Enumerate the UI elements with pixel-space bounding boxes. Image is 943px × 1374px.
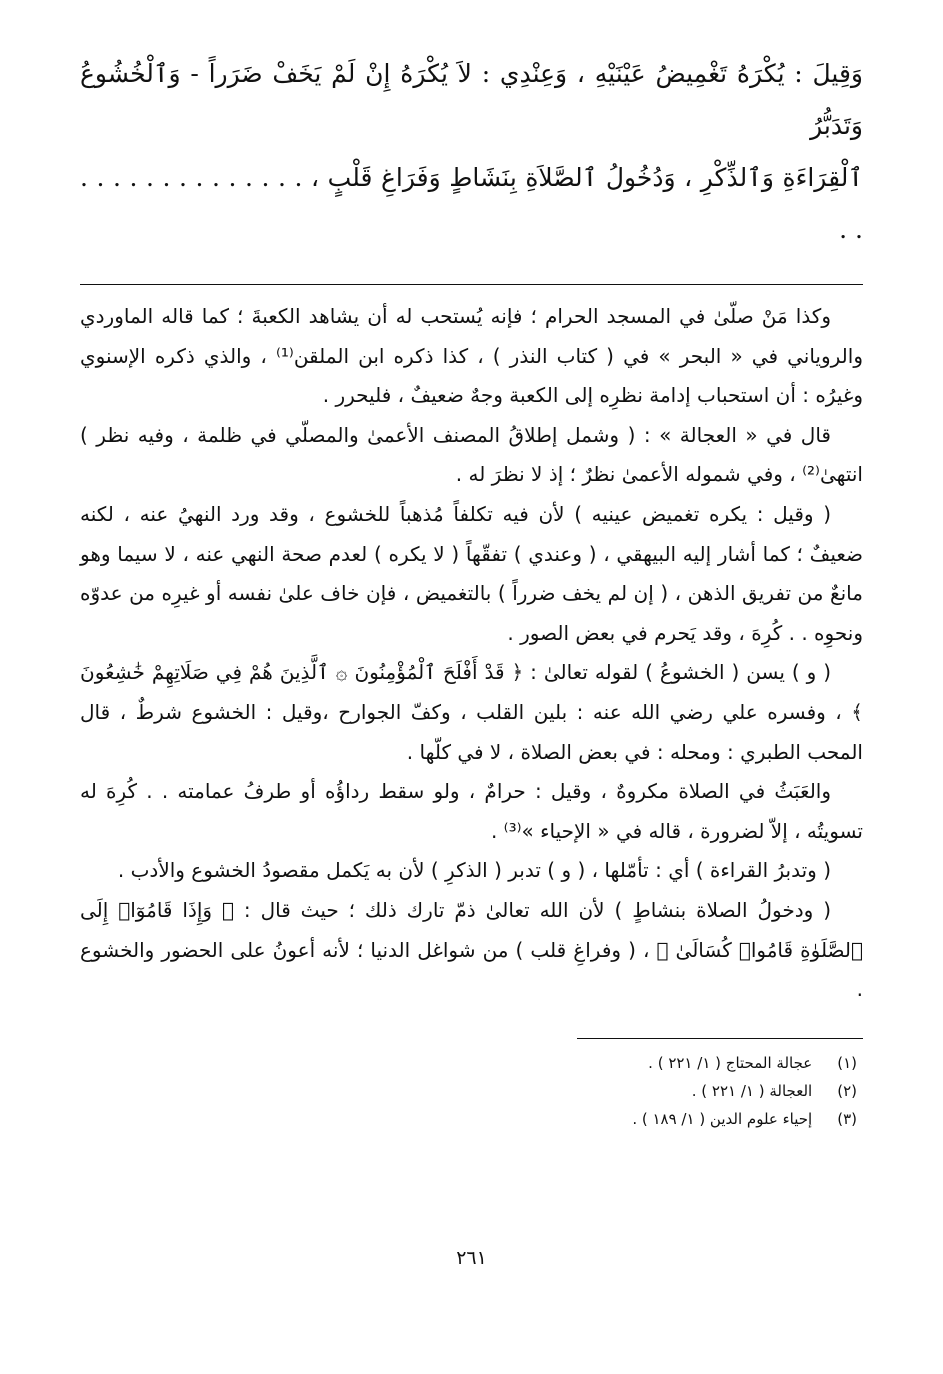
footnote-text: عجالة المحتاج ( ١/ ٢٢١ ) . <box>648 1053 813 1072</box>
footnote-number: (١) <box>837 1053 857 1072</box>
main-text-line-1: وَقِيلَ : يُكْرَهُ تَغْمِيضُ عَيْنَيْهِ ، وَعِنْدِي : لاَ يُكْرَهُ إِنْ لَمْ يَخَفْ ضَرَراً - وَٱلْخُشُوعُ وَتَدَبُّرُ <box>80 59 863 140</box>
footnotes-block <box>80 1049 863 1133</box>
footnote-item <box>80 1105 863 1133</box>
commentary-paragraph: ( ودخولُ الصلاة بنشاطٍ ) لأن الله تعالىٰ ذمّ تارك ذلك ؛ حيث قال : ﴿ وَإِذَا قَامُوٓا۟ إِلَى ٱلصَّلَوٰةِ قَامُوا۟ كُسَالَىٰ ﴾ ، ( وفراغِ قلب ) من شواغل الدنيا ؛ لأنه أعونُ على الحضور والخشوع . <box>80 897 863 1002</box>
footnote-number: (٢) <box>837 1081 857 1100</box>
footnote-item <box>80 1077 863 1105</box>
commentary-paragraph: ( وتدبرُ القراءة ) أي : تأمّلها ، ( و ) تدبر ( الذكرِ ) لأن به يَكمل مقصودُ الخشوع والأدب . <box>117 858 831 883</box>
footnote-text: إحياء علوم الدين ( ١/ ١٨٩ ) . <box>632 1109 813 1128</box>
footnote-separator-line <box>577 1038 863 1039</box>
main-text-block <box>80 48 863 256</box>
footnote-text: العجالة ( ١/ ٢٢١ ) . <box>691 1081 813 1100</box>
page-number: ٢٦١ <box>456 1247 487 1269</box>
main-text-line-2: ٱلْقِرَاءَةِ وَٱلذِّكْرِ ، وَدُخُولُ ٱلصَّلاَةِ بِنَشَاطٍ وَفَرَاغِ قَلْبٍ ، . . . . . . . . . . . . . . . . <box>80 163 863 244</box>
commentary-block <box>80 297 863 1010</box>
commentary-paragraph: ( و ) يسن ( الخشوعُ ) لقوله تعالىٰ : ﴿ قَدْ أَفْلَحَ ٱلْمُؤْمِنُونَ ۞ ٱلَّذِينَ هُمْ فِي صَلَاتِهِمْ خَٰشِعُونَ ﴾ ، وفسره علي رضي الله عنه : بلين القلب ، وكفّ الجوارح ،وقيل : الخشوع شرطٌ ، قال المحب الطبري : ومحله : في بعض الصلاة ، لا في كلّها . <box>80 660 863 764</box>
book-page <box>80 48 863 1348</box>
commentary-paragraph: والعَبَثُ في الصلاة مكروهٌ ، وقيل : حرامٌ ، ولو سقط رداؤُه أو طرفُ عمامته . . كُرِهَ له تسويتُه ، إلاّ لضرورة ، قاله في « الإحياء »⁽³⁾ . <box>80 779 863 843</box>
footnote-number: (٣) <box>837 1109 857 1128</box>
commentary-paragraph: قال في « العجالة » : ( وشمل إطلاقُ المصنف الأعمىٰ والمصلّي في ظلمة ، وفيه نظر ) انتهىٰ⁽²⁾ ، وفي شموله الأعمىٰ نظرٌ ؛ إذ لا نظرَ له . <box>80 422 863 487</box>
commentary-paragraph: وكذا مَنْ صلّىٰ في المسجد الحرام ؛ فإنه يُستحب له أن يشاهد الكعبةَ ؛ كما قاله الماوردي والروياني في « البحر » في ( كتاب النذر ) ، كذا ذكره ابن الملقن⁽¹⁾ ، والذي ذكره الإسنوي وغيرُه : أن استحباب إدامة نظرِه إلى الكعبة وجهٌ ضعيفٌ ، فليحرر . <box>80 304 863 408</box>
footnote-item <box>80 1049 863 1077</box>
main-separator-line <box>80 284 863 285</box>
commentary-paragraph: ( وقيل : يكره تغميض عينيه ) لأن فيه تكلفاً مُذهباً للخشوع ، وقد ورد النهيُ عنه ، لكنه ضعيفٌ ؛ كما أشار إليه البيهقي ، ( وعندي ) تفقّهاً ( لا يكره ) لعدم صحة النهي عنه ، لا سيما وهو مانعٌ من تفريق الذهن ، ( إن لم يخف ضرراً ) بالتغميض ، فإن خاف علىٰ نفسه أو غيرِه من عدوّه ونحوِه . . كُرِهَ ، وقد يَحرم في بعض الصور . <box>80 501 863 645</box>
